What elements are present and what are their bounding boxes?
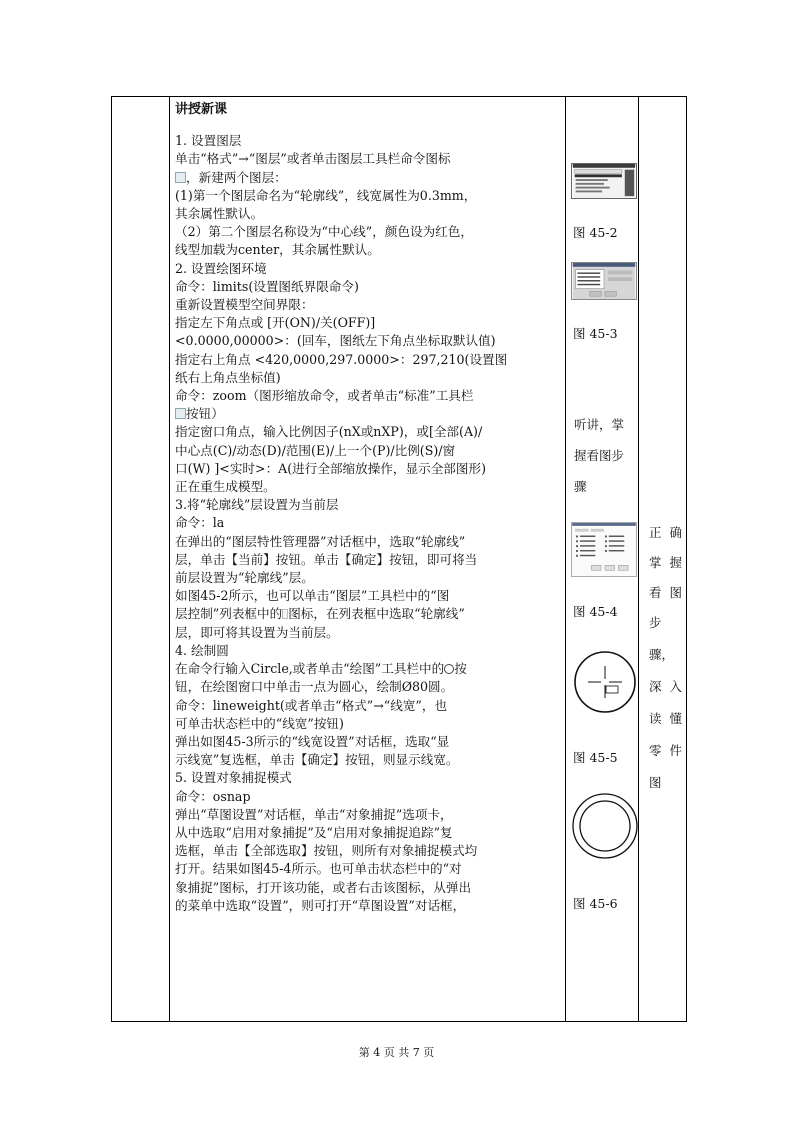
layer-icon [175, 172, 186, 183]
layer-dropdown-thumbnail [571, 163, 637, 199]
teaching-method-line: 听讲，掌 [574, 417, 625, 432]
objective-line: 掌握 [649, 555, 682, 570]
lesson-table [111, 96, 687, 1022]
figure-label-45-3: 图 45-3 [573, 326, 618, 341]
page-footer: 第 4 页 共 7 页 [358, 1046, 435, 1059]
text-line: 命令：lineweight(或者单击“格式”→“线宽”，也 [175, 697, 448, 713]
section-title: 讲授新课 [175, 102, 228, 117]
text-line: 口(W) ]<实时>：A(进行全部缩放操作，显示全部图形) [175, 460, 486, 476]
objective-line: 深入 [649, 679, 682, 694]
heading-drawing-env: 2. 设置绘图环境 [175, 260, 267, 276]
objective-line: 图 [649, 775, 662, 790]
text-line: ，新建两个图层： [175, 169, 561, 187]
objective-line: 骤， [649, 647, 675, 662]
figure-label-45-6: 图 45-6 [573, 896, 618, 911]
heading-draw-circle: 4. 绘制圆 [175, 642, 229, 658]
text-line: 命令：la [175, 515, 225, 531]
objective-line: 正确 [649, 525, 682, 540]
text-line: 弹出如图45-3所示的“线宽设置”对话框，选取“显 [175, 733, 450, 749]
figure-label-45-4: 图 45-4 [573, 604, 618, 619]
text-line: <0.0000,00000>：(回车，图纸左下角点坐标取默认值) [175, 333, 496, 349]
figure-label-45-2: 图 45-2 [573, 225, 618, 240]
text-line: （2）第二个图层名称设为“中心线”，颜色设为红色， [175, 224, 473, 240]
column-divider [565, 97, 566, 1021]
heading-set-layers: 1. 设置图层 [175, 133, 242, 149]
text-line: 命令：zoom（图形缩放命令，或者单击“标准”工具栏 [175, 388, 474, 404]
text-line: 命令：osnap [175, 788, 251, 804]
concentric-circles-figure [571, 792, 639, 860]
text-line: 在弹出的“图层特性管理器”对话框中，选取“轮廓线” [175, 533, 466, 549]
drafting-settings-thumbnail [571, 522, 637, 577]
circle-centerline-figure [572, 648, 638, 716]
text-line: (1)第一个图层命名为“轮廓线”，线宽属性为0.3mm， [175, 187, 477, 203]
text-line: 中心点(C)/动态(D)/范围(E)/上一个(P)/比例(S)/窗 [175, 442, 456, 458]
text-line: 命令：limits(设置图纸界限命令) [175, 278, 359, 294]
text-line: 弹出“草图设置”对话框，单击“对象捕捉”选项卡， [175, 806, 453, 822]
text-line: 指定左下角点或 [开(ON)/关(OFF)] [175, 315, 376, 331]
text-line: 从中选取“启用对象捕捉”及“启用对象捕捉追踪”复 [175, 824, 453, 840]
objective-line: 看图 [649, 585, 682, 600]
text-line: 纸右上角点坐标值) [175, 369, 281, 385]
zoom-icon [175, 408, 186, 419]
circle-tool-icon [444, 664, 454, 674]
text-line: 如图45-2所示，也可以单击“图层”工具栏中的“图 [175, 588, 450, 604]
text-line: 单击“格式”→“图层”或者单击图层工具栏命令图标 [175, 151, 451, 167]
text-line: 象捕捉”图标，打开该功能，或者右击该图标，从弹出 [175, 879, 472, 895]
lesson-content [170, 97, 565, 915]
text-line: 选框，单击【全部选取】按钮，则所有对象捕捉模式均 [175, 843, 478, 859]
text-line: 指定窗口角点，输入比例因子(nX或nXP)，或[全部(A)/ [175, 424, 483, 440]
text-line: 层，单击【当前】按钮。单击【确定】按钮，即可将当 [175, 551, 478, 567]
objective-line: 步 [649, 615, 662, 630]
text-line: 线型加载为center，其余属性默认。 [175, 242, 380, 258]
text-line: 的菜单中选取“设置”，则可打开“草图设置”对话框， [175, 897, 466, 913]
text-line: 前层设置为“轮廓线”层。 [175, 570, 314, 586]
text-line: 正在重生成模型。 [175, 479, 276, 495]
text-line: 可单击状态栏中的“线宽”按钮) [175, 715, 344, 731]
lineweight-dialog-thumbnail [571, 262, 637, 300]
teaching-method-line: 骤 [574, 479, 587, 494]
objective-line: 零件 [649, 743, 682, 758]
teaching-method [574, 409, 636, 502]
text-line: 层控制”列表框中的 图标，在列表框中选取“轮廓线” [175, 606, 465, 622]
objective-line: 读懂 [649, 711, 682, 726]
heading-current-layer: 3.将“轮廓线”层设置为当前层 [175, 497, 339, 513]
figure-label-45-5: 图 45-5 [573, 750, 618, 765]
text-line: 示线宽”复选框，单击【确定】按钮，则显示线宽。 [175, 752, 459, 768]
text-line: 在命令行输入Circle,或者单击“绘图”工具栏中的 按 [175, 661, 467, 677]
text-line: 打开。结果如图45-4所示。也可单击状态栏中的“对 [175, 861, 462, 877]
text-line: 其余属性默认。 [175, 206, 264, 222]
text-line: 指定右上角点 <420,0000,297.0000>：297,210(设置图 [175, 351, 508, 367]
text-line: 按钮） [175, 405, 561, 423]
text-line: 钮，在绘图窗口中单击一点为圆心，绘制Ø80圆。 [175, 679, 454, 695]
teaching-method-line: 握看图步 [574, 448, 625, 463]
text-line: 层，即可将其设置为当前层。 [175, 624, 339, 640]
heading-osnap: 5. 设置对象捕捉模式 [175, 770, 292, 786]
text-line: 重新设置模型空间界限： [175, 297, 314, 313]
